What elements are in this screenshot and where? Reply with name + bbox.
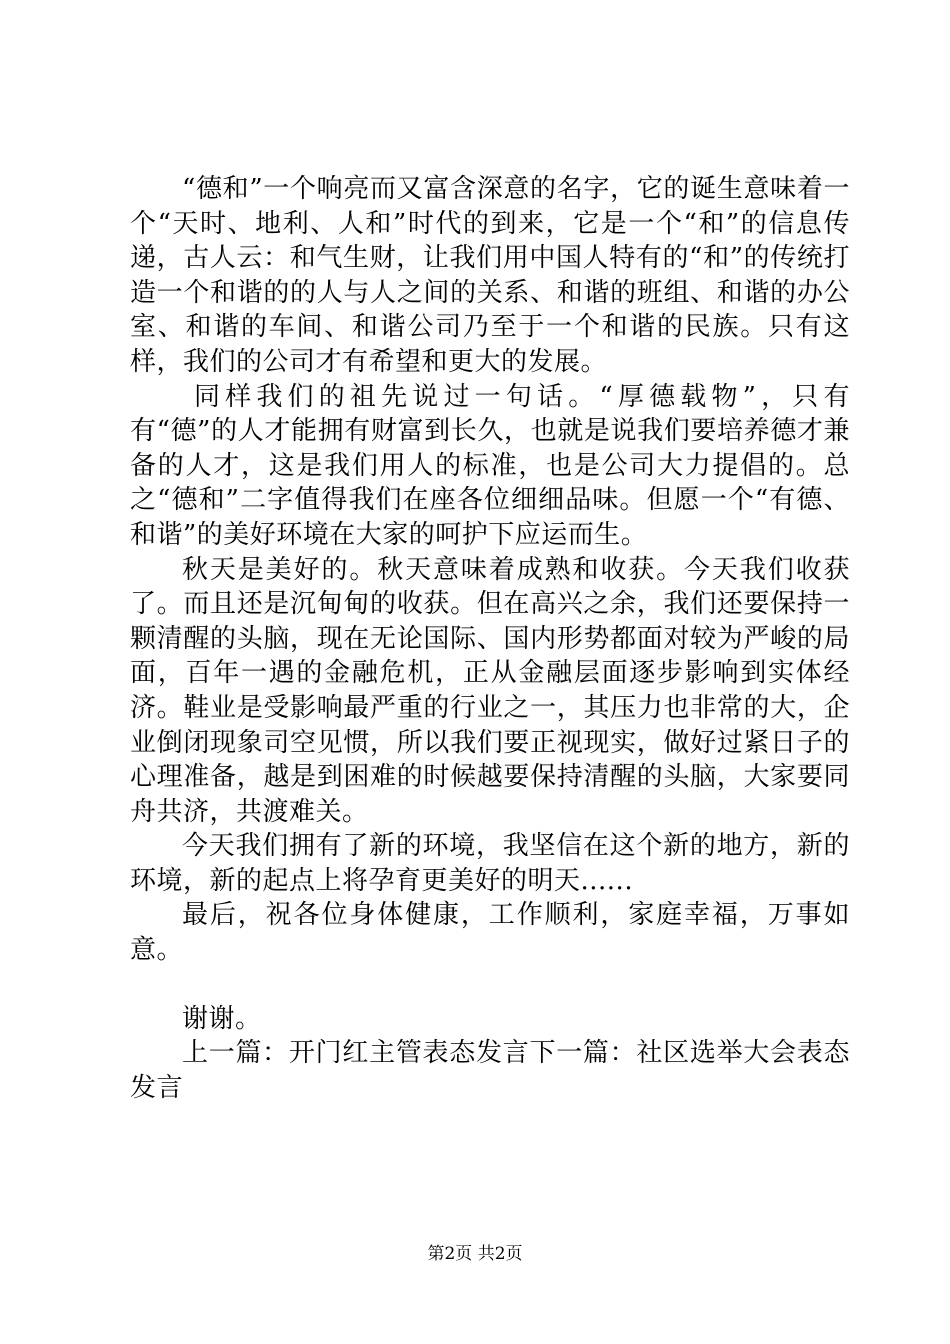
- thanks-line: 谢谢。: [182, 1003, 262, 1034]
- paragraph-5: 最后，祝各位身体健康，工作顺利，家庭幸福，万事如意。: [130, 900, 850, 966]
- paragraph-3: 秋天是美好的。秋天意味着成熟和收获。今天我们收获了。而且还是沉甸甸的收获。但在高兴之余，我们还要保持一颗清醒的头脑，现在无论国际、国内形势都面对较为严峻的局面，百年一遇的金融危机，正从金融层面逐步影响到实体经济。鞋业是受影响最严重的行业之一，其压力也非常的大，企业倒闭现象司空见惯，所以我们要正视现实，做好过紧日子的心理准备，越是到困难的时候越要保持清醒的头脑，大家要同舟共济，共渡难关。: [130, 554, 850, 827]
- document-body: [130, 172, 850, 1105]
- paragraph-2: 同样我们的祖先说过一句话。“厚德载物”，只有有“德”的人才能拥有财富到长久，也就是说我们要培养德才兼备的人才，这是我们用人的标准，也是公司大力提倡的。总之“德和”二字值得我们在座各位细细品味。但愿一个“有德、和谐”的美好环境在大家的呵护下应运而生。: [130, 381, 850, 550]
- paragraph-4: 今天我们拥有了新的环境，我坚信在这个新的地方，新的环境，新的起点上将孕育更美好的明天......: [130, 831, 850, 896]
- page-number-footer: 第2页 共2页: [427, 1244, 523, 1264]
- prev-next-navigation[interactable]: 上一篇：开门红主管表态发言下一篇：社区选举大会表态发言: [130, 1038, 850, 1103]
- blank-line: [130, 968, 850, 1002]
- paragraph-1: “德和”一个响亮而又富含深意的名字，它的诞生意味着一个“天时、地利、人和”时代的到来，它是一个“和”的信息传递，古人云：和气生财，让我们用中国人特有的“和”的传统打造一个和谐的的人与人之间的关系、和谐的班组、和谐的办公室、和谐的车间、和谐公司乃至于一个和谐的民族。只有这样，我们的公司才有希望和更大的发展。: [130, 174, 850, 377]
